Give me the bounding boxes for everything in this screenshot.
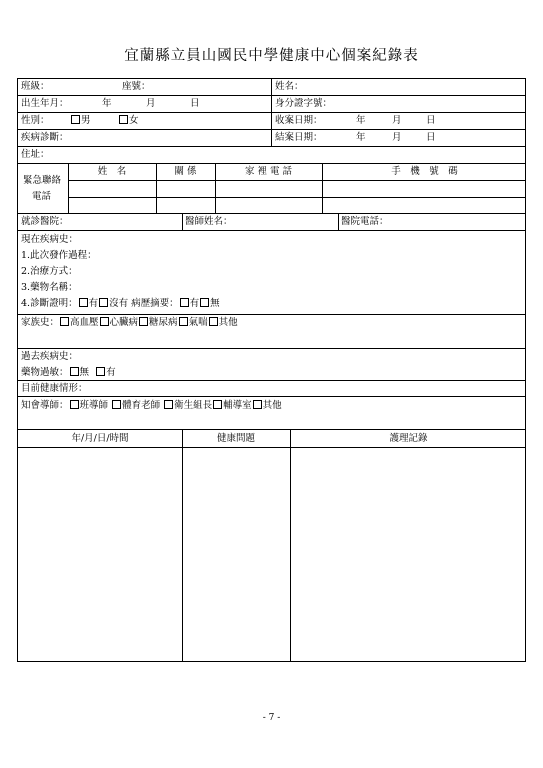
history-line-3: 3.藥物名稱： [21, 282, 78, 293]
fh-heart-label: 心臟病 [109, 317, 139, 328]
cert-yes-checkbox[interactable] [79, 298, 88, 307]
log-header-nursing: 護理記錄 [389, 433, 428, 444]
record-form [17, 78, 526, 662]
notify-homeroom-label: 班導師 [79, 400, 109, 411]
sex-label: 性別： [21, 115, 50, 126]
fh-heart-checkbox[interactable] [100, 317, 109, 326]
header-contact-name: 姓 名 [97, 166, 127, 177]
log-header-time: 年/月/日/時間 [71, 433, 129, 444]
allergy-none-label: 無 [79, 367, 90, 378]
hospital-label: 就診醫院： [21, 216, 69, 227]
row-current-health [18, 381, 525, 397]
male-checkbox[interactable] [71, 115, 80, 124]
close-year: 年 [356, 132, 366, 143]
fh-other-label: 其他 [218, 317, 238, 328]
summary-label: 病歷摘要： [131, 298, 179, 309]
summary-none-checkbox[interactable] [200, 298, 209, 307]
row-diagnosis [18, 130, 525, 147]
notify-homeroom-checkbox[interactable] [70, 400, 79, 409]
notify-counsel-label: 輔導室 [223, 400, 252, 411]
current-history-block [18, 231, 525, 315]
page-title: 宜蘭縣立員山國民中學健康中心個案紀錄表 [124, 48, 419, 64]
sex-female [118, 115, 139, 127]
family-history-label: 家族史： [21, 317, 60, 328]
open-month: 月 [392, 115, 402, 126]
birth-day: 日 [190, 98, 200, 109]
fh-diabetes-label: 糖尿病 [149, 317, 178, 328]
past-history-label: 過去疾病史： [21, 351, 79, 362]
row-hospital [18, 214, 525, 231]
hospital-phone-label: 醫院電話： [341, 216, 389, 227]
doctor-label: 醫師姓名： [185, 216, 233, 227]
notify-counsel-checkbox[interactable] [213, 400, 222, 409]
close-month: 月 [392, 132, 402, 143]
allergy-yes-checkbox[interactable] [96, 367, 105, 376]
notify-other-checkbox[interactable] [253, 400, 262, 409]
family-history-line [21, 317, 238, 329]
open-day: 日 [426, 115, 436, 126]
history-line-2: 2.治療方式： [21, 266, 78, 277]
family-history-block [18, 315, 525, 349]
allergy-none-checkbox[interactable] [70, 367, 79, 376]
summary-yes-label: 有 [189, 298, 200, 309]
notify-health-checkbox[interactable] [164, 400, 173, 409]
open-year: 年 [356, 115, 366, 126]
notify-pe-checkbox[interactable] [112, 400, 121, 409]
emergency-contact-block [18, 164, 525, 214]
open-date-label: 收案日期： [275, 115, 323, 126]
birth-month: 月 [146, 98, 156, 109]
header-home-phone: 家 裡 電 話 [244, 166, 293, 177]
fh-other-checkbox[interactable] [209, 317, 218, 326]
allergy-line [21, 367, 116, 379]
name-label: 姓名： [275, 81, 304, 92]
close-day: 日 [426, 132, 436, 143]
close-date-label: 結案日期： [275, 132, 323, 143]
page-number: - 7 - [262, 713, 281, 723]
notify-line [21, 400, 282, 412]
cert-yes-label: 有 [88, 298, 99, 309]
row-birth [18, 96, 525, 113]
sex-male [70, 115, 91, 127]
cert-no-label: 沒有 [109, 298, 129, 309]
summary-yes-checkbox[interactable] [180, 298, 189, 307]
class-label: 班級： [21, 81, 50, 92]
address-label: 住址： [21, 149, 50, 160]
header-mobile: 手 機 號 碼 [391, 166, 458, 177]
birth-label: 出生年月： [21, 98, 69, 109]
seat-label: 座號： [122, 81, 151, 92]
current-health-label: 目前健康情形： [21, 383, 88, 394]
row-class [18, 79, 525, 96]
fh-hypertension-label: 高血壓 [70, 317, 99, 328]
log-header-problem: 健康問題 [216, 433, 255, 444]
diagnosis-cert-label: 4.診斷證明： [21, 298, 78, 309]
fh-hypertension-checkbox[interactable] [60, 317, 69, 326]
row-address [18, 147, 525, 164]
past-history-block [18, 349, 525, 381]
history-line-1: 1.此次發作過程： [21, 250, 97, 261]
notify-health-label: 衛生組長 [174, 400, 213, 411]
current-history-label: 現在疾病史： [21, 234, 79, 245]
allergy-label: 藥物過敏： [21, 367, 69, 378]
fh-diabetes-checkbox[interactable] [139, 317, 148, 326]
allergy-yes-label: 有 [106, 367, 116, 378]
male-label: 男 [81, 115, 91, 126]
history-line-4 [21, 298, 220, 310]
id-label: 身分證字號： [275, 98, 333, 109]
female-label: 女 [129, 115, 139, 126]
female-checkbox[interactable] [119, 115, 128, 124]
notify-other-label: 其他 [262, 400, 282, 411]
row-sex [18, 113, 525, 130]
notify-block [18, 397, 525, 430]
notify-pe-label: 體育老師 [122, 400, 161, 411]
notify-label: 知會導師： [21, 400, 69, 411]
header-relation: 關 係 [174, 166, 197, 177]
cert-no-checkbox[interactable] [99, 298, 108, 307]
contact-label-1: 緊急聯絡 [23, 175, 62, 186]
diagnosis-label: 疾病診斷： [21, 132, 69, 143]
contact-label-2: 電話 [32, 191, 52, 202]
log-header [18, 430, 525, 448]
fh-asthma-label: 氣喘 [188, 317, 208, 328]
birth-year: 年 [102, 98, 112, 109]
summary-none-label: 無 [210, 298, 220, 309]
fh-asthma-checkbox[interactable] [179, 317, 188, 326]
